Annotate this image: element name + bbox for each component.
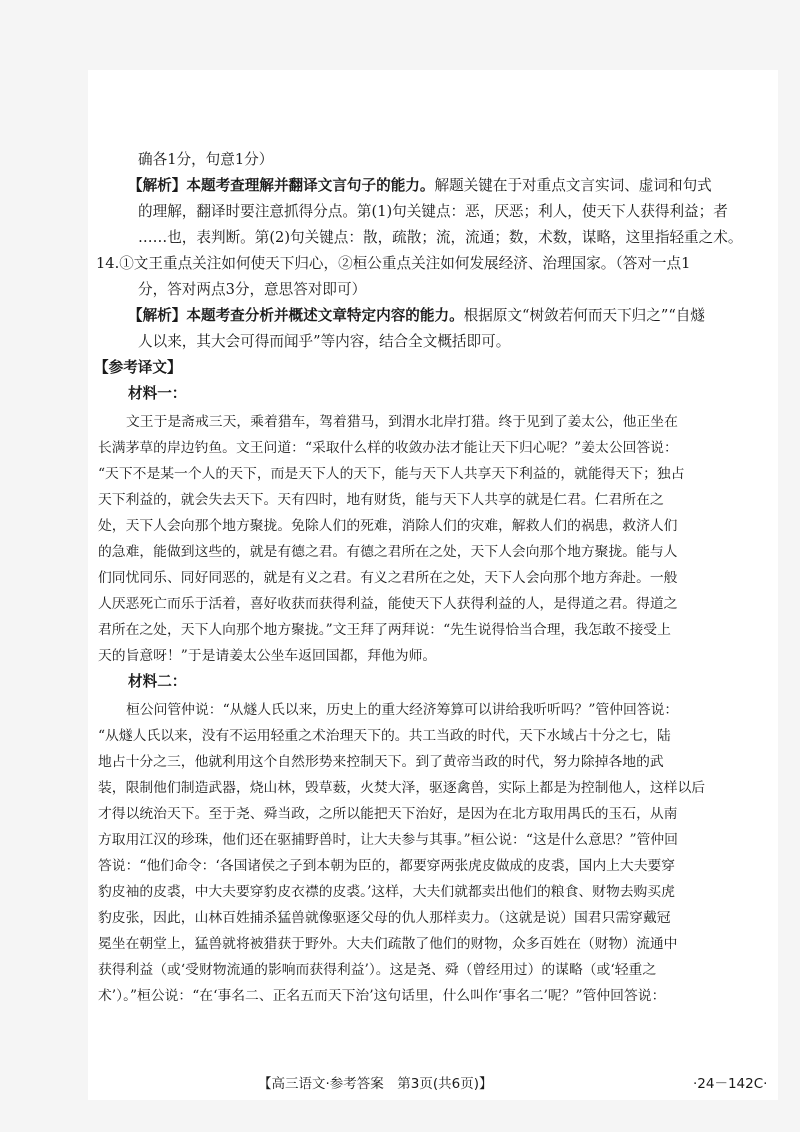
translation-line: 答说：“他们命令：‘各国诸侯之子到本朝为臣的，都要穿两张虎皮做成的皮裘，国内上大夫要穿 (98, 858, 676, 874)
section-heading: 【参考译文】 (94, 359, 182, 376)
text-line: 人以来，其大会可得而闻乎”等内容，结合全文概括即可。 (138, 333, 511, 350)
translation-line: 豹皮袖的皮裘，中大夫要穿豹皮衣襟的皮裘。’这样，大夫们就都卖出他们的粮食、财物去购买虎 (98, 884, 675, 900)
translation-line: 的急难，能做到这些的，就是有德之君。有德之君所在之处，天下人会向那个地方聚拢。能与人 (98, 544, 678, 560)
answer-line: 14.①文王重点关注如何使天下归心，②桓公重点关注如何发展经济、治理国家。（答对一点1 (96, 255, 691, 272)
text-line: 确各1分，句意1分） (138, 151, 274, 168)
subsection-heading: 材料一： (128, 385, 187, 402)
translation-line: 桓公问管仲说：“从燧人氏以来，历史上的重大经济筹算可以讲给我听听吗？”管仲回答说： (126, 702, 679, 718)
subsection-heading: 材料二： (128, 673, 187, 690)
text-line: 分，答对两点3分，意思答对即可） (138, 281, 367, 298)
translation-line: 地占十分之三，他就利用这个自然形势来控制天下。到了黄帝当政的时代，努力除掉各地的武 (98, 754, 664, 770)
analysis-text: 解题关键在于对重点文言实词、虚词和句式 (434, 177, 712, 194)
translation-line: 们同忧同乐、同好同恶的，就是有义之君。有义之君所在之处，天下人会向那个地方奔赴。一般 (98, 570, 678, 586)
translation-line: 天下利益的，就会失去天下。天有四时，地有财货，能与天下人共享的就是仁君。仁君所在之 (98, 492, 664, 508)
translation-line: 获得利益（或‘受财物流通的影响而获得利益’）。这是尧、舜（曾经用过）的谋略（或‘轻重之 (98, 962, 657, 978)
translation-line: 天的旨意呀！”于是请姜太公坐车返回国都，拜他为师。 (98, 648, 437, 664)
analysis-line (128, 176, 778, 196)
translation-line: 才得以统治天下。至于尧、舜当政，之所以能把天下治好，是因为在北方取用禺氏的玉石，从南 (98, 806, 678, 822)
document-page (88, 70, 778, 1100)
text-line: ……也，表判断。第(2)句关键点：散，疏散；流，流通；数，术数，谋略，这里指轻重之术。 (138, 229, 743, 246)
footer-code: ·24－142C· (693, 1076, 768, 1092)
footer-page-info: 【高三语文·参考答案 第3页(共6页)】 (258, 1076, 493, 1092)
analysis-heading: 【解析】本题考查分析并概述文章特定内容的能力。 (128, 307, 464, 324)
translation-line: 处，天下人会向那个地方聚拢。免除人们的死难，消除人们的灾难，解救人们的祸患，救济人们 (98, 518, 678, 534)
analysis-line (128, 306, 778, 326)
translation-line: 长满茅草的岸边钓鱼。文王问道：“采取什么样的收敛办法才能让天下归心呢？”姜太公回答说： (98, 440, 678, 456)
analysis-heading: 【解析】本题考查理解并翻译文言句子的能力。 (128, 177, 435, 194)
translation-line: 装，限制他们制造武器，烧山林，毁草薮，火焚大泽，驱逐禽兽，实际上都是为控制他人，这样以后 (98, 780, 706, 796)
analysis-text: 根据原文“树敛若何而天下归之”“自燧 (463, 307, 705, 324)
translation-line: 豹皮张，因此，山林百姓捕杀猛兽就像驱逐父母的仇人那样卖力。（这就是说）国君只需穿戴冠 (98, 910, 671, 926)
translation-line: “天下不是某一个人的天下，而是天下人的天下，能与天下人共享天下利益的，就能得天下；独占 (98, 466, 685, 482)
text-line: 的理解，翻译时要注意抓得分点。第(1)句关键点：恶，厌恶；利人，使天下人获得利益；者 (138, 203, 728, 220)
translation-line: 方取用江汉的珍珠，他们还在驱捕野兽时，让大夫参与其事。”桓公说：“这是什么意思？”管仲回 (98, 832, 678, 848)
translation-line: 术’）。”桓公说：“在‘事名二、正名五而天下治’这句话里，什么叫作‘事名二’呢？”管仲回答说： (98, 988, 666, 1004)
translation-line: 人厌恶死亡而乐于活着，喜好收获而获得利益，能使天下人获得利益的人，是得道之君。得道之 (98, 596, 678, 612)
translation-line: 君所在之处，天下人向那个地方聚拢。”文王拜了两拜说：“先生说得恰当合理，我怎敢不接受上 (98, 622, 671, 638)
translation-line: 文王于是斋戒三天，乘着猎车，驾着猎马，到渭水北岸打猎。终于见到了姜太公，他正坐在 (126, 414, 678, 430)
translation-line: “从燧人氏以来，没有不运用轻重之术治理天下的。共工当政的时代，天下水域占十分之七，陆 (98, 728, 671, 744)
translation-line: 冕坐在朝堂上，猛兽就将被猎获于野外。大夫们疏散了他们的财物，众多百姓在（财物）流通中 (98, 936, 678, 952)
